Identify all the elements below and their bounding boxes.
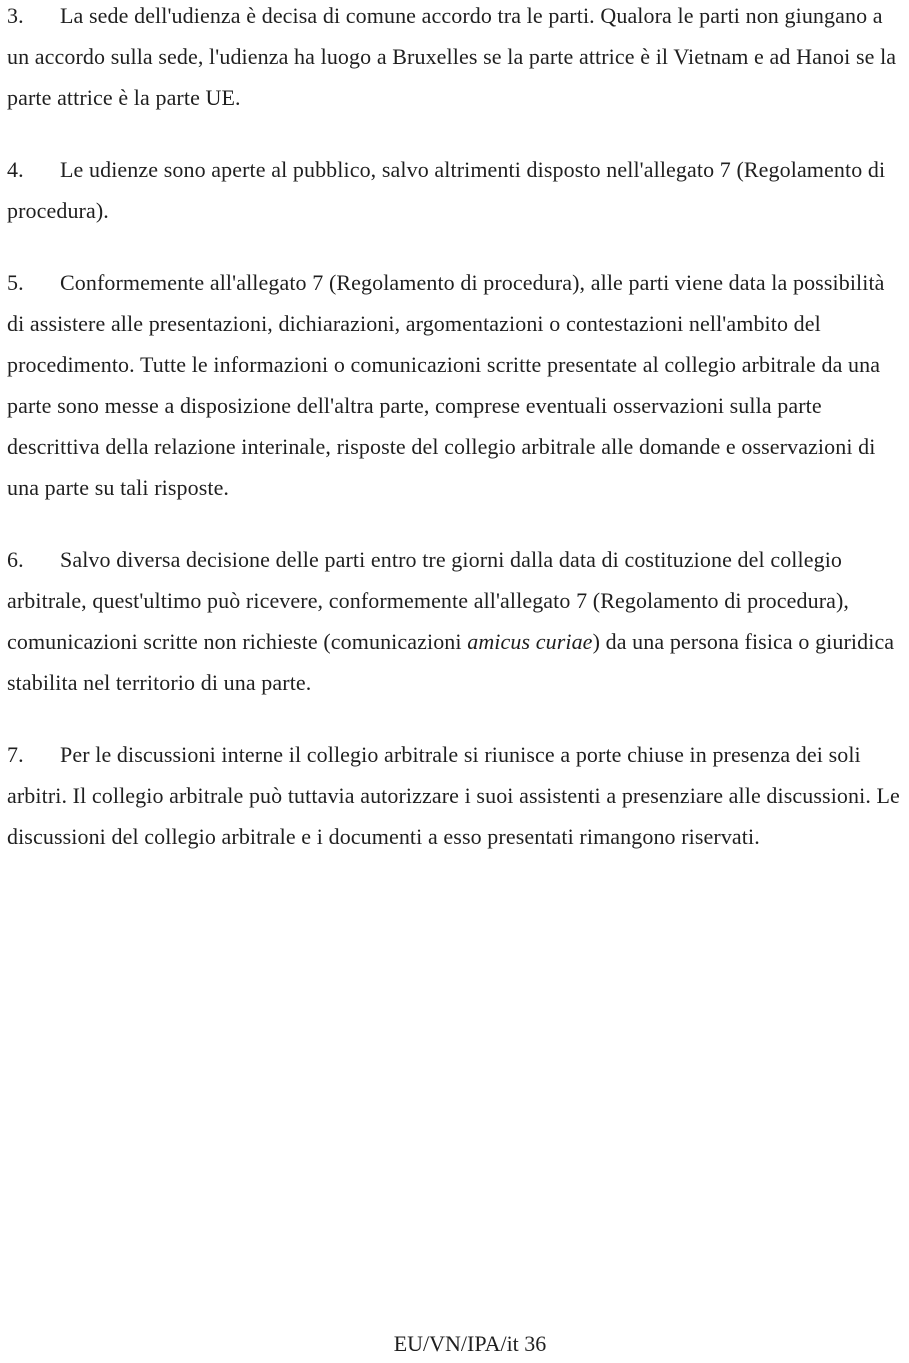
paragraph-text: Conformemente all'allegato 7 (Regolamento di procedura), alle parti viene data la possibilità di assistere alle presentazioni, dichiarazioni, argomentazioni o contestazioni nell'ambito del procedimento. Tutte le informazioni o comunicazioni scritte presentate al collegio arbitrale da una parte sono messe a disposizione dell'altra parte, comprese eventuali osservazioni sulla parte descrittiva della relazione interinale, risposte del collegio arbitrale alle domande e osservazioni di una parte su tali risposte.	[7, 270, 885, 500]
paragraph	[7, 539, 901, 703]
paragraph	[7, 262, 901, 508]
paragraph-number: 3.	[7, 3, 24, 28]
paragraph-number: 7.	[7, 742, 24, 767]
footer-page-label: EU/VN/IPA/it 36	[393, 1331, 547, 1356]
paragraph-number: 6.	[7, 547, 24, 572]
paragraph-number: 5.	[7, 270, 24, 295]
paragraph	[7, 149, 901, 231]
paragraph	[7, 0, 901, 118]
paragraph-text: Le udienze sono aperte al pubblico, salvo altrimenti disposto nell'allegato 7 (Regolamento di procedura).	[7, 157, 886, 223]
paragraph	[7, 734, 901, 857]
paragraph-text: Per le discussioni interne il collegio arbitrale si riunisce a porte chiuse in presenza dei soli arbitri. Il collegio arbitrale può tuttavia autorizzare i suoi assistenti a presenziare alle discussioni. Le discussioni del collegio arbitrale e i documenti a esso presentati rimangono riservati.	[7, 742, 900, 849]
page-footer	[0, 1331, 909, 1357]
paragraph-text: Salvo diversa decisione delle parti entro tre giorni dalla data di costituzione del collegio arbitrale, quest'ultimo può ricevere, conformemente all'allegato 7 (Regolamento di procedura), comunicazioni scritte non richieste (comunicazioni amicus curiae) da una persona fisica o giuridica stabilita nel territorio di una parte.	[7, 547, 895, 695]
paragraph-text: La sede dell'udienza è decisa di comune accordo tra le parti. Qualora le parti non giungano a un accordo sulla sede, l'udienza ha luogo a Bruxelles se la parte attrice è il Vietnam e ad Hanoi se la parte attrice è la parte UE.	[7, 3, 897, 110]
paragraph-number: 4.	[7, 157, 24, 182]
